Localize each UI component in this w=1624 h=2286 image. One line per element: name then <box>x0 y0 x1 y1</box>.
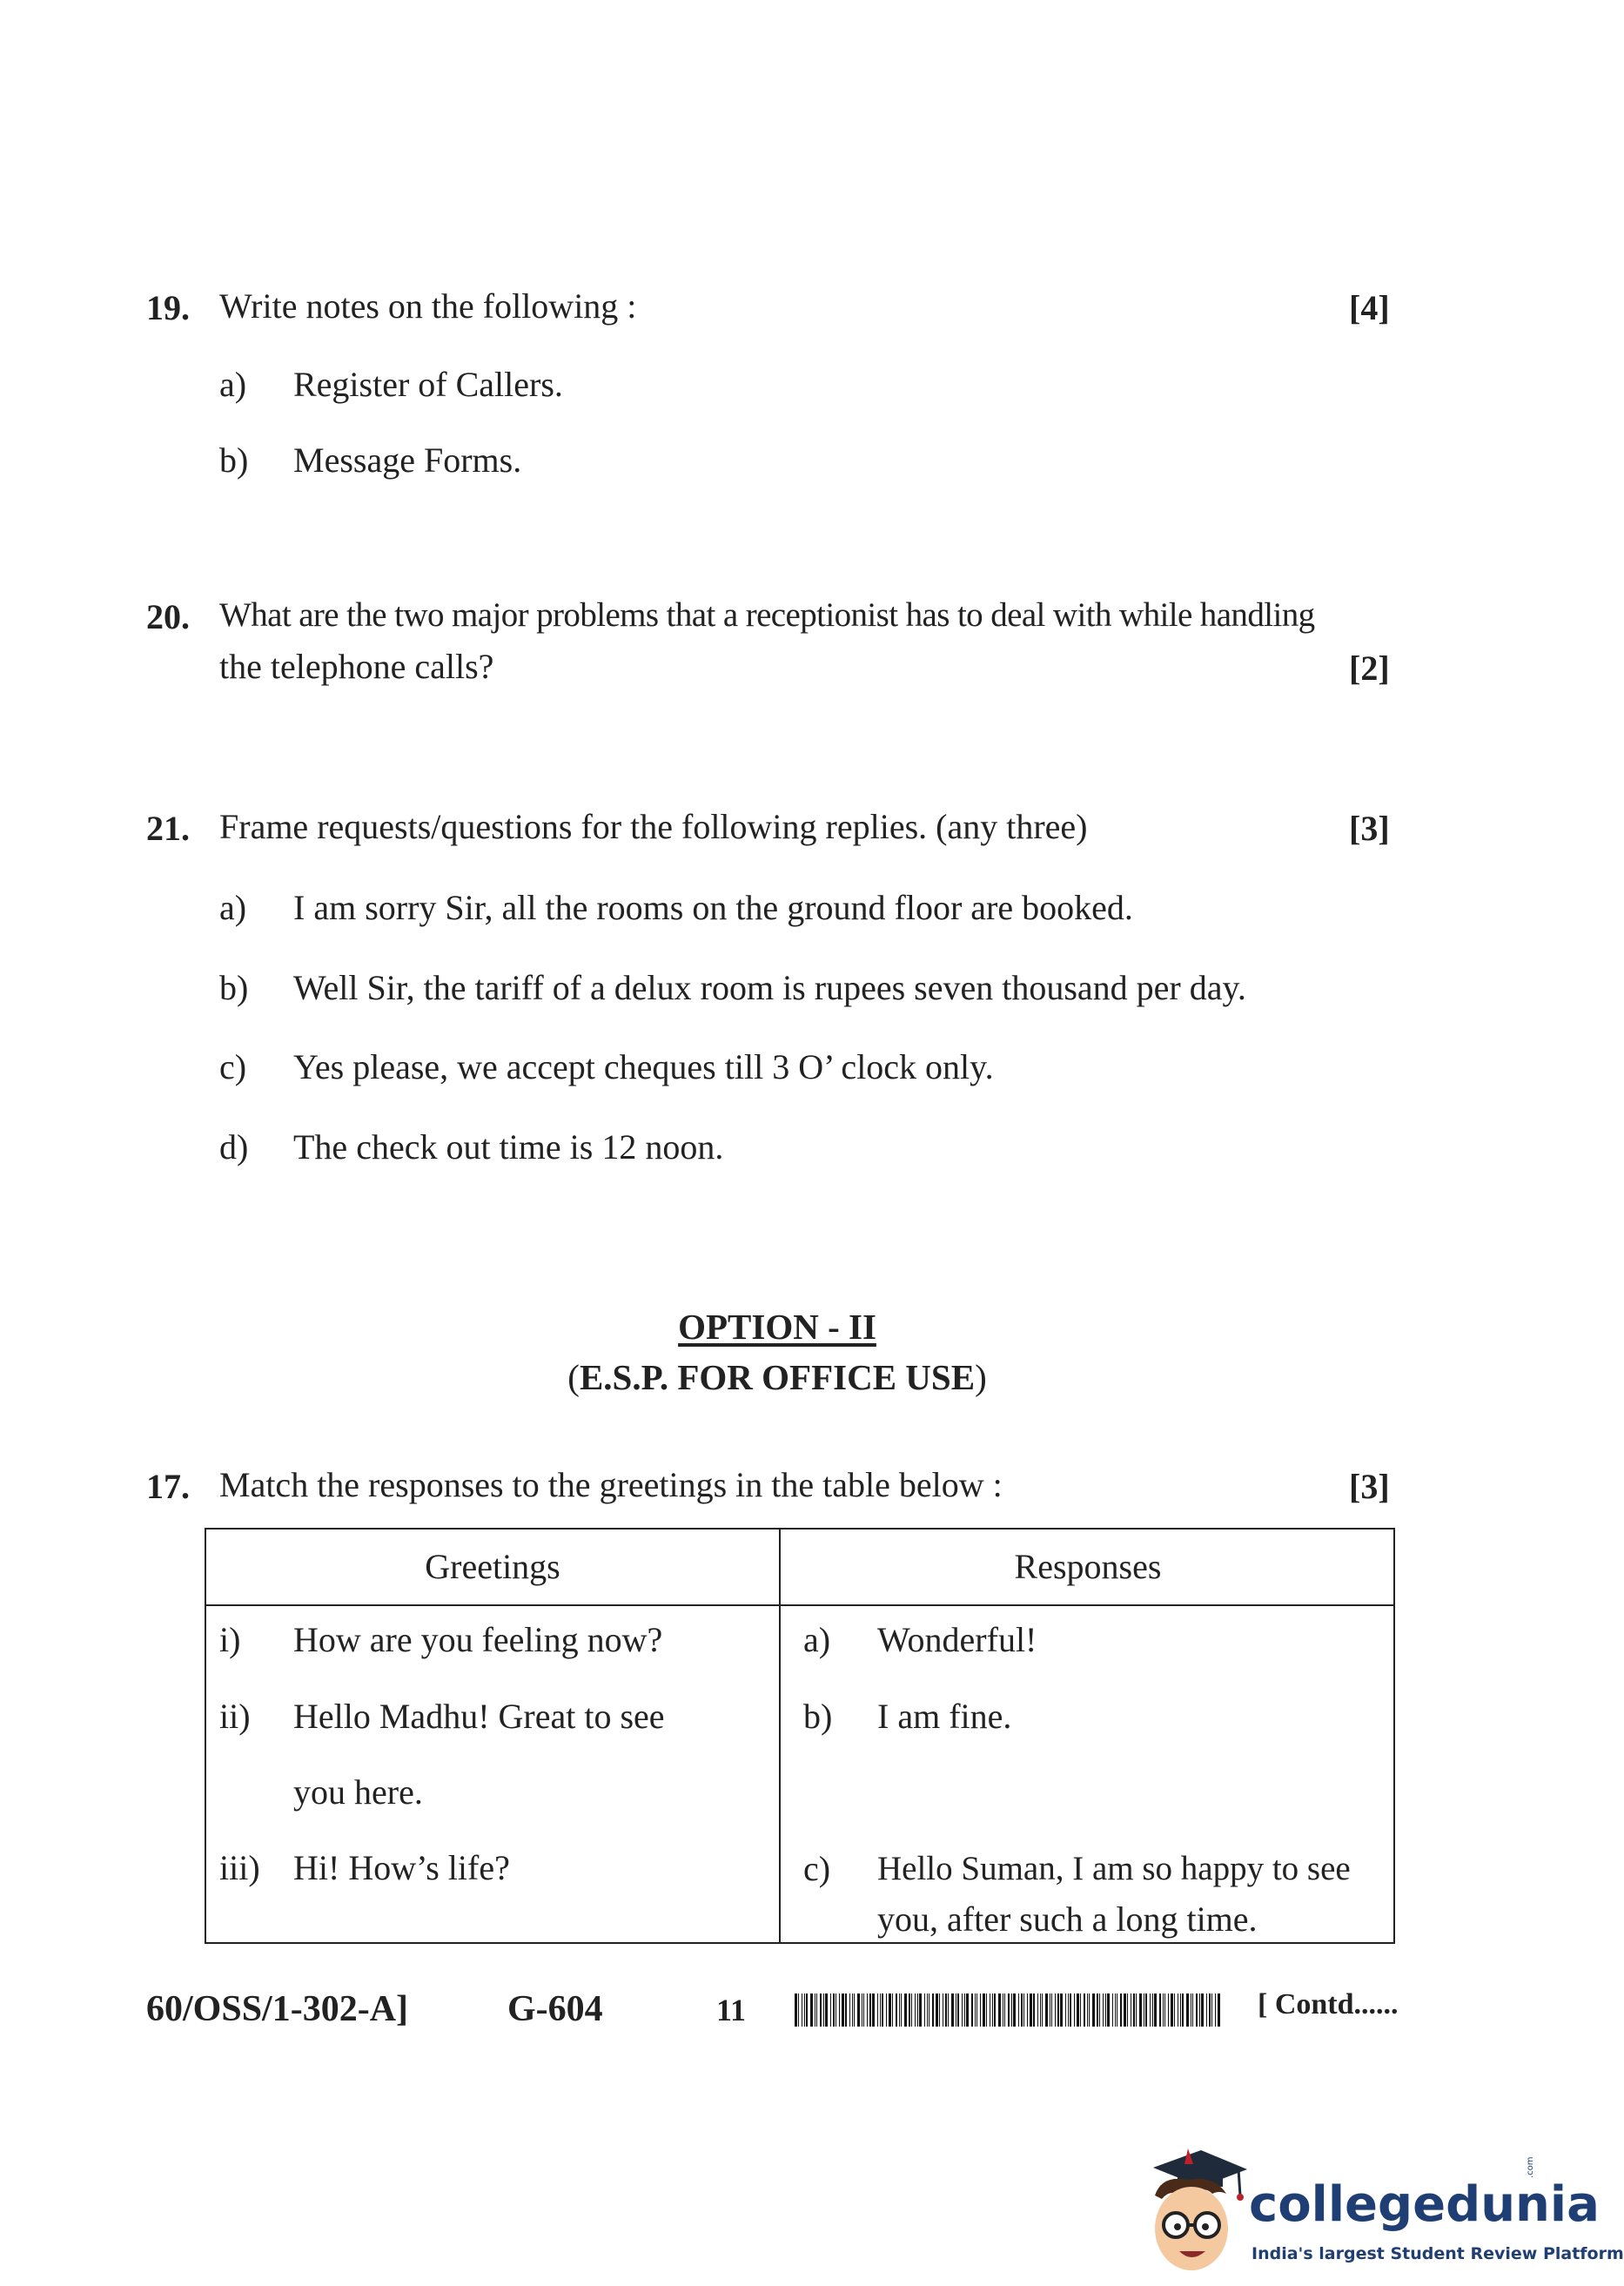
barcode-bar <box>1164 1994 1165 2027</box>
greeting-text-continued: you here. <box>293 1772 423 1812</box>
barcode-bar <box>1008 1994 1010 2027</box>
barcode-bar <box>1004 1994 1005 2027</box>
barcode-bar <box>1033 1994 1035 2027</box>
barcode-bar <box>1084 1994 1085 2027</box>
barcode-bar <box>1023 1994 1024 2027</box>
barcode-bar <box>966 1994 969 2027</box>
q21-item-text: The check out time is 12 noon. <box>293 1127 724 1167</box>
barcode-bar <box>927 1994 928 2027</box>
barcode-bar <box>924 1994 925 2027</box>
response-label: b) <box>803 1697 833 1736</box>
barcode-bar <box>1145 1994 1147 2027</box>
barcode-bar <box>932 1994 934 2027</box>
barcode-bar <box>830 1994 831 2027</box>
barcode-bar <box>1107 1994 1110 2027</box>
footer-paper-code: 60/OSS/1-302-A] <box>146 1989 409 2029</box>
barcode-bar <box>1115 1994 1116 2027</box>
q20-text-line2: the telephone calls? <box>219 647 494 686</box>
barcode-bar <box>882 1994 883 2027</box>
barcode-bar <box>962 1994 963 2027</box>
barcode-bar <box>1092 1994 1095 2027</box>
q19-number: 19. <box>146 288 190 327</box>
logo-tagline: India's largest Student Review Platform <box>1252 2244 1624 2263</box>
barcode-bar <box>951 1994 954 2027</box>
barcode-bar <box>998 1994 1001 2027</box>
greeting-text: Hello Madhu! Great to see <box>293 1697 665 1736</box>
q17-text: Match the responses to the greetings in the table below : <box>219 1465 1003 1504</box>
barcode-bar <box>901 1994 902 2027</box>
barcode-bar <box>869 1994 871 2027</box>
q19-marks: [4] <box>1349 288 1390 327</box>
barcode-bar <box>880 1994 881 2027</box>
q21-item-label: b) <box>219 968 249 1007</box>
barcode-bar <box>1060 1994 1063 2027</box>
barcode-bar <box>1103 1994 1104 2027</box>
response-text: Wonderful! <box>877 1620 1037 1659</box>
barcode-bar <box>1199 1994 1200 2027</box>
barcode-bar <box>1089 1994 1090 2027</box>
barcode-bar <box>971 1994 973 2027</box>
footer-series: G-604 <box>507 1989 603 2029</box>
response-text: Hello Suman, I am so happy to see <box>877 1850 1351 1887</box>
barcode-bar <box>820 1994 822 2027</box>
q19-item-text: Message Forms. <box>293 440 522 480</box>
table-divider-horizontal <box>206 1604 1393 1606</box>
q21-item-label: c) <box>219 1047 247 1086</box>
barcode-bar <box>1215 1994 1216 2027</box>
barcode-bar <box>1042 1994 1043 2027</box>
q19-item-text: Register of Callers. <box>293 365 563 404</box>
barcode-bar <box>976 1994 977 2027</box>
q21-marks: [3] <box>1349 809 1390 848</box>
barcode-bar <box>1065 1994 1066 2027</box>
barcode-bar <box>1159 1994 1161 2027</box>
barcode-bar <box>889 1994 891 2027</box>
barcode-bar <box>867 1994 868 2027</box>
barcode-bar <box>798 1994 799 2027</box>
q21-item-text: Well Sir, the tariff of a delux room is rupees seven thousand per day. <box>293 968 1246 1007</box>
response-label: c) <box>803 1849 831 1888</box>
barcode-bar <box>1163 1994 1164 2027</box>
barcode-bar <box>825 1994 828 2027</box>
barcode-bar <box>1018 1994 1019 2027</box>
barcode-bar <box>911 1994 912 2027</box>
barcode-bar <box>1099 1994 1100 2027</box>
barcode-bar <box>1186 1994 1189 2027</box>
table-header-responses: Responses <box>1014 1547 1162 1586</box>
barcode-bar <box>992 1994 993 2027</box>
barcode-bar <box>975 1994 976 2027</box>
barcode-bar <box>915 1994 916 2027</box>
barcode-bar <box>1080 1994 1081 2027</box>
barcode-bar <box>1051 1994 1052 2027</box>
barcode-bar <box>1030 1994 1032 2027</box>
match-table <box>205 1528 1395 1944</box>
barcode-bar <box>1209 1994 1211 2027</box>
barcode-bar <box>852 1994 853 2027</box>
barcode-bar <box>1136 1994 1137 2027</box>
barcode-bar <box>886 1994 887 2027</box>
q19-item-label: b) <box>219 440 249 480</box>
barcode-bar <box>804 1994 805 2027</box>
barcode-bar <box>823 1994 824 2027</box>
greeting-label: ii) <box>219 1697 251 1736</box>
q19-text: Write notes on the following : <box>219 286 637 326</box>
barcode-bar <box>986 1994 987 2027</box>
barcode-bar <box>872 1994 875 2027</box>
subheading-open-paren: ( <box>567 1357 580 1397</box>
barcode-bar <box>1074 1994 1075 2027</box>
barcode-bar <box>1077 1994 1079 2027</box>
q17-number: 17. <box>146 1467 190 1506</box>
barcode-bar <box>1192 1994 1193 2027</box>
barcode-bar <box>845 1994 847 2027</box>
q21-item-text: I am sorry Sir, all the rooms on the ground floor are booked. <box>293 888 1133 927</box>
subheading-text: E.S.P. FOR OFFICE USE <box>579 1357 976 1397</box>
barcode-bar <box>1201 1994 1204 2027</box>
barcode-bar <box>1120 1994 1122 2027</box>
barcode-bar <box>1180 1994 1181 2027</box>
barcode-bar <box>1127 1994 1128 2027</box>
barcode-bar <box>857 1994 860 2027</box>
barcode-bar <box>983 1994 985 2027</box>
response-label: a) <box>803 1620 831 1659</box>
barcode-bar <box>1133 1994 1135 2027</box>
barcode-bar <box>816 1994 817 2027</box>
greeting-label: i) <box>219 1620 241 1659</box>
response-text: I am fine. <box>877 1697 1012 1736</box>
barcode-bar <box>964 1994 965 2027</box>
barcode-bar <box>1152 1994 1153 2027</box>
barcode-bar <box>919 1994 922 2027</box>
q19-item-label: a) <box>219 365 247 404</box>
barcode-bar <box>1150 1994 1151 2027</box>
barcode-bar <box>849 1994 850 2027</box>
barcode-bar <box>1037 1994 1038 2027</box>
barcode-bar <box>939 1994 940 2027</box>
response-text-continued: you, after such a long time. <box>877 1899 1258 1939</box>
barcode-bar <box>1057 1994 1059 2027</box>
barcode-bar <box>1045 1994 1048 2027</box>
barcode-bar <box>1174 1994 1175 2027</box>
q21-item-text: Yes please, we accept cheques till 3 O’ clock only. <box>293 1047 994 1086</box>
barcode-bar <box>1011 1994 1012 2027</box>
q17-marks: [3] <box>1349 1467 1390 1506</box>
footer-contd: [ Contd...... <box>1258 1988 1399 2020</box>
barcode-bar <box>877 1994 878 2027</box>
barcode-bar <box>945 1994 947 2027</box>
barcode-bar <box>795 1994 797 2027</box>
barcode-bar <box>863 1994 864 2027</box>
barcode-bar <box>904 1994 907 2027</box>
barcode-bar <box>1124 1994 1126 2027</box>
barcode-bar <box>1013 1994 1016 2027</box>
q21-item-label: a) <box>219 888 247 927</box>
option-subheading <box>0 1356 1554 1398</box>
barcode-bar <box>1196 1994 1198 2027</box>
option-heading: OPTION - II <box>678 1307 876 1347</box>
barcode-bar <box>948 1994 949 2027</box>
barcode-bar <box>1105 1994 1106 2027</box>
barcode-bar <box>842 1994 844 2027</box>
q20-marks: [2] <box>1349 649 1390 688</box>
barcode-bar <box>892 1994 893 2027</box>
barcode-bar <box>1027 1994 1028 2027</box>
barcode-bar <box>835 1994 836 2027</box>
barcode-bar <box>854 1994 855 2027</box>
barcode-bar <box>1112 1994 1113 2027</box>
barcode-bar <box>1206 1994 1207 2027</box>
logo-wordmark: collegedunia <box>1249 2176 1600 2233</box>
collegedunia-logo <box>1136 2141 1624 2281</box>
barcode-bar <box>839 1994 840 2027</box>
table-header-greetings: Greetings <box>425 1547 560 1586</box>
q21-item-label: d) <box>219 1127 249 1167</box>
q20-text-line1: What are the two major problems that a receptionist has to deal with while handling <box>219 596 1315 634</box>
subheading-close-paren: ) <box>975 1357 987 1397</box>
barcode-bar <box>1182 1994 1184 2027</box>
barcode-bar <box>1218 1994 1220 2027</box>
barcode-bar <box>1097 1994 1098 2027</box>
greeting-text: How are you feeling now? <box>293 1620 663 1659</box>
logo-dotcom: .com <box>1526 2156 1535 2178</box>
barcode-bar <box>1171 1994 1173 2027</box>
barcode <box>795 1994 1221 2027</box>
barcode-bar <box>1087 1994 1088 2027</box>
barcode-bar <box>833 1994 835 2027</box>
q20-number: 20. <box>146 597 190 636</box>
q21-number: 21. <box>146 809 190 848</box>
barcode-bar <box>1021 1994 1023 2027</box>
barcode-bar <box>957 1994 959 2027</box>
barcode-bar <box>980 1994 981 2027</box>
barcode-bar <box>1055 1994 1056 2027</box>
barcode-bar <box>1168 1994 1169 2027</box>
barcode-bar <box>917 1994 918 2027</box>
barcode-bar <box>1070 1994 1071 2027</box>
barcode-bar <box>899 1994 900 2027</box>
barcode-bar <box>896 1994 897 2027</box>
barcode-bar <box>810 1994 813 2027</box>
greeting-text: Hi! How’s life? <box>293 1848 510 1887</box>
barcode-bar <box>936 1994 938 2027</box>
barcode-bar <box>994 1994 996 2027</box>
footer-page-number: 11 <box>716 1993 747 2027</box>
barcode-bar <box>806 1994 808 2027</box>
q21-text: Frame requests/questions for the following replies. (any three) <box>219 807 1088 846</box>
greeting-label: iii) <box>219 1848 260 1887</box>
barcode-bar <box>1040 1994 1041 2027</box>
barcode-bar <box>1068 1994 1069 2027</box>
barcode-bar <box>1139 1994 1142 2027</box>
barcode-bar <box>1154 1994 1157 2027</box>
mascot-icon <box>1136 2141 1249 2281</box>
barcode-bar <box>1211 1994 1212 2027</box>
barcode-bar <box>909 1994 910 2027</box>
